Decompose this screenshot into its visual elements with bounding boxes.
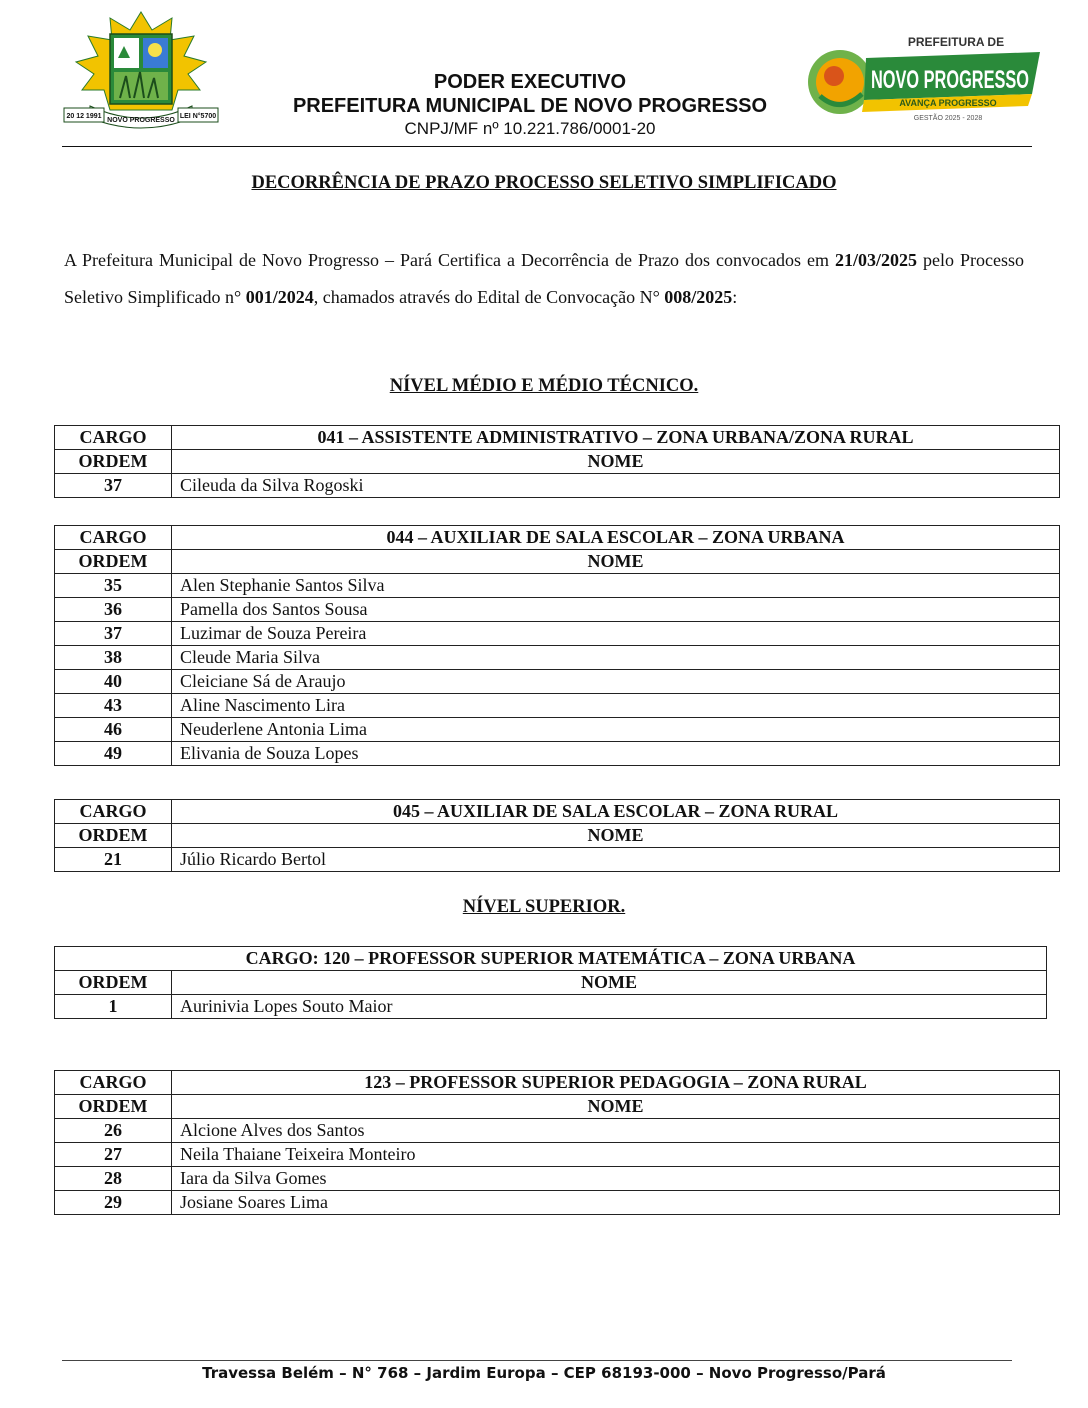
ordem-header: ORDEM bbox=[55, 450, 172, 474]
intro-text-4: : bbox=[732, 287, 738, 307]
cargo-table-045 bbox=[54, 799, 1060, 872]
nome-cell: Neila Thaiane Teixeira Monteiro bbox=[172, 1143, 1060, 1167]
cargo-table-123 bbox=[54, 1070, 1060, 1215]
nome-cell: Cleiciane Sá de Araujo bbox=[172, 670, 1060, 694]
ordem-cell: 1 bbox=[55, 995, 172, 1019]
nome-cell: Aurinivia Lopes Souto Maior bbox=[172, 995, 1047, 1019]
cargo-title: 045 – AUXILIAR DE SALA ESCOLAR – ZONA RURAL bbox=[172, 800, 1060, 824]
table-cargo-row bbox=[55, 426, 1060, 450]
section-title-medio: NÍVEL MÉDIO E MÉDIO TÉCNICO. bbox=[389, 376, 699, 396]
header-line-cnpj: CNPJ/MF nº 10.221.786/0001-20 bbox=[404, 119, 656, 138]
table-row bbox=[55, 1191, 1060, 1215]
ordem-cell: 43 bbox=[55, 694, 172, 718]
logo-term-text: GESTÃO 2025 - 2028 bbox=[913, 115, 983, 122]
nome-cell: Josiane Soares Lima bbox=[172, 1191, 1060, 1215]
ordem-cell: 27 bbox=[55, 1143, 172, 1167]
table-header-row bbox=[55, 550, 1060, 574]
intro-edital-number: 008/2025 bbox=[664, 287, 733, 307]
table-row bbox=[55, 474, 1060, 498]
footer-divider bbox=[62, 1360, 1012, 1361]
nome-header: NOME bbox=[172, 971, 1047, 995]
municipal-crest-logo bbox=[60, 10, 222, 132]
nome-cell: Aline Nascimento Lira bbox=[172, 694, 1060, 718]
table-row bbox=[55, 574, 1060, 598]
table-row bbox=[55, 694, 1060, 718]
cargo-title: 041 – ASSISTENTE ADMINISTRATIVO – ZONA URBANA/ZONA RURAL bbox=[172, 426, 1060, 450]
logo-main-text: NOVO PROGRESSO bbox=[871, 66, 1029, 94]
nome-header: NOME bbox=[172, 1095, 1060, 1119]
header-line-prefeitura: PREFEITURA MUNICIPAL DE NOVO PROGRESSO bbox=[292, 95, 768, 117]
cargo-table-044 bbox=[54, 525, 1060, 766]
table-header-row bbox=[55, 824, 1060, 848]
table-row bbox=[55, 848, 1060, 872]
crest-date-text: 20 12 1991 bbox=[66, 113, 102, 120]
table-cargo-row bbox=[55, 800, 1060, 824]
ordem-cell: 37 bbox=[55, 474, 172, 498]
intro-text-1: A Prefeitura Municipal de Novo Progresso – Pará Certifica a Decorrência de Prazo dos convocados em bbox=[64, 250, 835, 270]
nome-cell: Alcione Alves dos Santos bbox=[172, 1119, 1060, 1143]
ordem-cell: 36 bbox=[55, 598, 172, 622]
nome-cell: Alen Stephanie Santos Silva bbox=[172, 574, 1060, 598]
crest-name-text: NOVO PROGRESSO bbox=[107, 117, 175, 124]
document-title: DECORRÊNCIA DE PRAZO PROCESSO SELETIVO SIMPLIFICADO bbox=[251, 173, 837, 193]
cargo-table-120 bbox=[54, 946, 1047, 1019]
table-row bbox=[55, 718, 1060, 742]
cargo-title: 123 – PROFESSOR SUPERIOR PEDAGOGIA – ZONA RURAL bbox=[172, 1071, 1060, 1095]
table-row bbox=[55, 995, 1047, 1019]
table-header-row bbox=[55, 450, 1060, 474]
ordem-cell: 46 bbox=[55, 718, 172, 742]
document-header bbox=[0, 0, 1088, 160]
cargo-title: 044 – AUXILIAR DE SALA ESCOLAR – ZONA URBANA bbox=[172, 526, 1060, 550]
header-divider bbox=[62, 146, 1032, 147]
ordem-cell: 40 bbox=[55, 670, 172, 694]
nome-cell: Neuderlene Antonia Lima bbox=[172, 718, 1060, 742]
table-cargo-row bbox=[55, 526, 1060, 550]
nome-cell: Luzimar de Souza Pereira bbox=[172, 622, 1060, 646]
cargo-title: CARGO: 120 – PROFESSOR SUPERIOR MATEMÁTICA – ZONA URBANA bbox=[55, 947, 1047, 971]
logo-tagline-text: AVANÇA PROGRESSO bbox=[899, 98, 997, 108]
table-row bbox=[55, 646, 1060, 670]
table-row bbox=[55, 1167, 1060, 1191]
ordem-cell: 49 bbox=[55, 742, 172, 766]
cargo-label: CARGO bbox=[55, 800, 172, 824]
table-cargo-row bbox=[55, 947, 1047, 971]
prefeitura-brand-logo bbox=[806, 34, 1044, 126]
ordem-cell: 37 bbox=[55, 622, 172, 646]
ordem-cell: 35 bbox=[55, 574, 172, 598]
nome-cell: Elivania de Souza Lopes bbox=[172, 742, 1060, 766]
table-row bbox=[55, 598, 1060, 622]
table-row bbox=[55, 742, 1060, 766]
table-header-row bbox=[55, 1095, 1060, 1119]
nome-cell: Cileuda da Silva Rogoski bbox=[172, 474, 1060, 498]
cargo-label: CARGO bbox=[55, 1071, 172, 1095]
ordem-cell: 21 bbox=[55, 848, 172, 872]
nome-cell: Júlio Ricardo Bertol bbox=[172, 848, 1060, 872]
intro-text-2: pelo Processo Seletivo Simplificado n° bbox=[64, 250, 1024, 307]
ordem-cell: 26 bbox=[55, 1119, 172, 1143]
nome-cell: Pamella dos Santos Sousa bbox=[172, 598, 1060, 622]
intro-paragraph bbox=[64, 242, 1024, 316]
ordem-cell: 28 bbox=[55, 1167, 172, 1191]
cargo-label: CARGO bbox=[55, 426, 172, 450]
table-cargo-row bbox=[55, 1071, 1060, 1095]
nome-header: NOME bbox=[172, 450, 1060, 474]
header-line-executive: PODER EXECUTIVO bbox=[433, 71, 627, 93]
footer-address: Travessa Belém – N° 768 – Jardim Europa – CEP 68193-000 – Novo Progresso/Pará bbox=[202, 1364, 886, 1382]
nome-header: NOME bbox=[172, 824, 1060, 848]
nome-cell: Cleude Maria Silva bbox=[172, 646, 1060, 670]
ordem-cell: 38 bbox=[55, 646, 172, 670]
ordem-header: ORDEM bbox=[55, 971, 172, 995]
intro-text-3: , chamados através do Edital de Convocação N° bbox=[313, 287, 665, 307]
cargo-table-041 bbox=[54, 425, 1060, 498]
intro-date: 21/03/2025 bbox=[834, 250, 917, 270]
table-header-row bbox=[55, 971, 1047, 995]
nome-cell: Iara da Silva Gomes bbox=[172, 1167, 1060, 1191]
header-text-block bbox=[230, 70, 830, 140]
section-title-superior: NÍVEL SUPERIOR. bbox=[462, 897, 626, 917]
ordem-header: ORDEM bbox=[55, 824, 172, 848]
table-row bbox=[55, 622, 1060, 646]
ordem-header: ORDEM bbox=[55, 1095, 172, 1119]
intro-process-number: 001/2024 bbox=[245, 287, 314, 307]
ordem-cell: 29 bbox=[55, 1191, 172, 1215]
crest-law-text: LEI N°5700 bbox=[179, 113, 217, 120]
cargo-label: CARGO bbox=[55, 526, 172, 550]
table-row bbox=[55, 1119, 1060, 1143]
ordem-header: ORDEM bbox=[55, 550, 172, 574]
table-row bbox=[55, 1143, 1060, 1167]
table-row bbox=[55, 670, 1060, 694]
nome-header: NOME bbox=[172, 550, 1060, 574]
logo-top-text: PREFEITURA DE bbox=[907, 35, 1005, 49]
